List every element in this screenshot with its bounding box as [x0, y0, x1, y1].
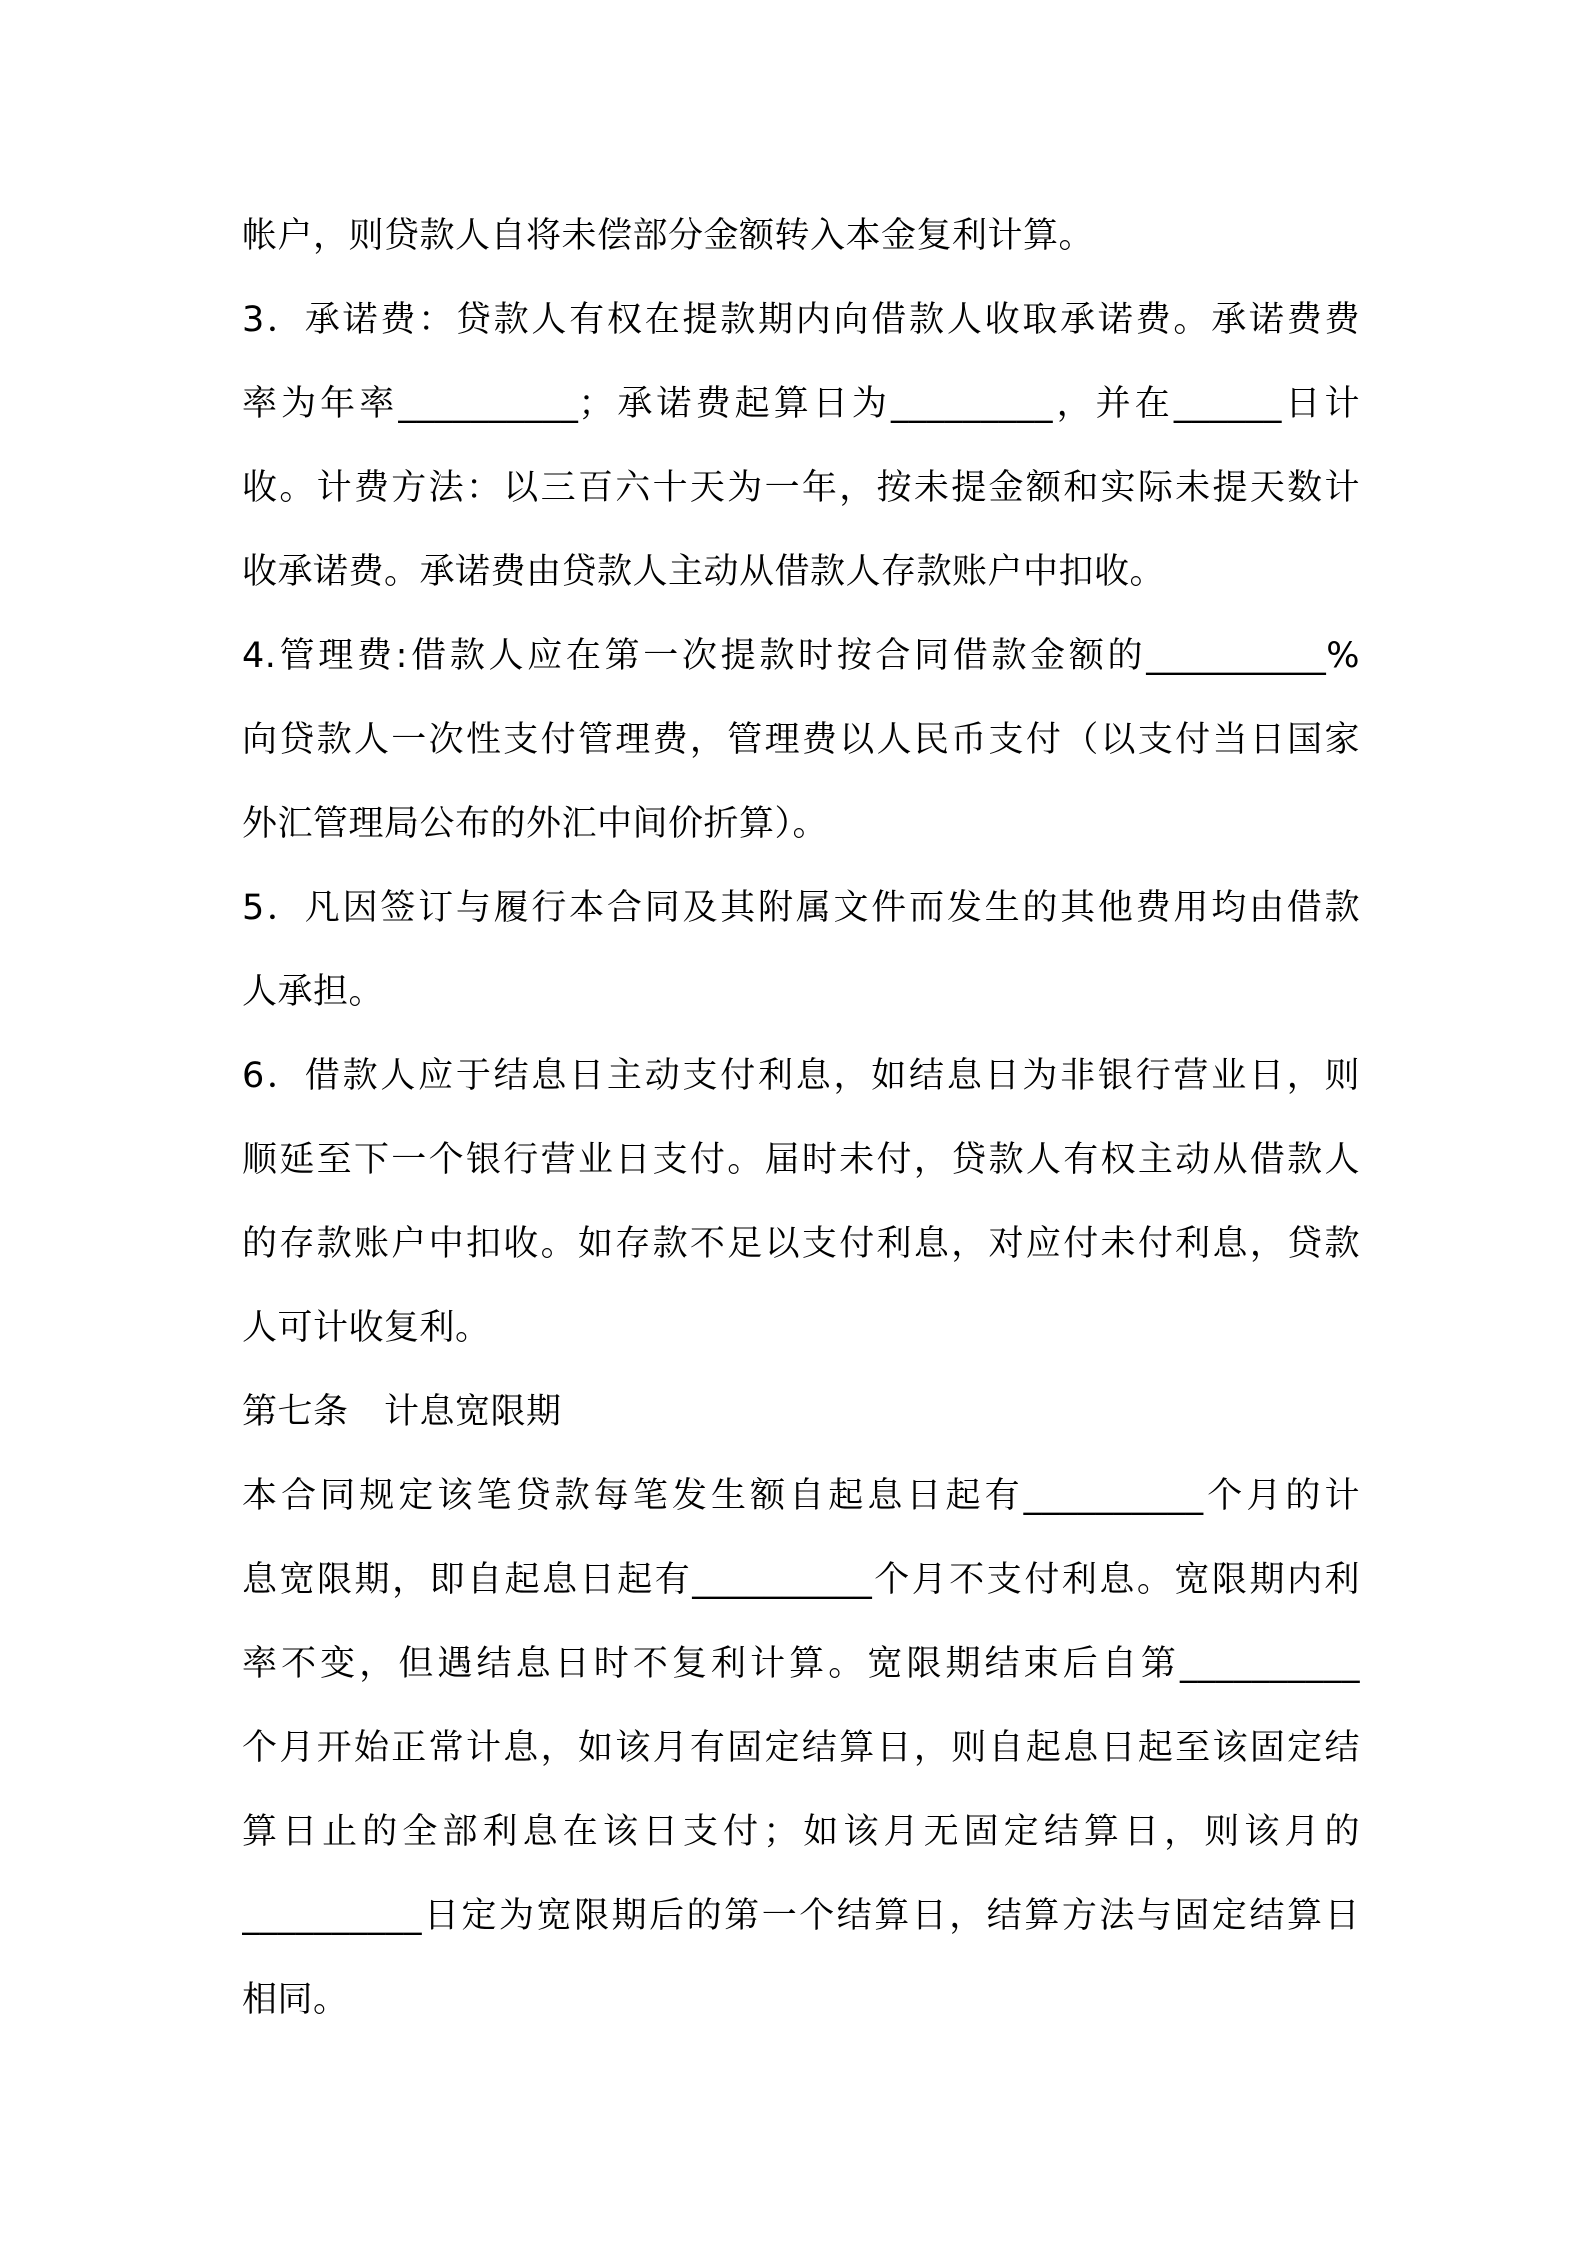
section-heading: 第七条 计息宽限期: [242, 1392, 562, 1432]
text-line: 帐户，则贷款人自将未偿部分金额转入本金复利计算。: [242, 216, 1095, 256]
text-line: 人可计收复利。: [242, 1308, 491, 1348]
text-line: 的存款账户中扣收。如存款不足以支付利息，对应付未付利息，贷款: [242, 1224, 1360, 1264]
text-line: 外汇管理局公布的外汇中间价折算）。: [242, 804, 829, 844]
text-line: 息宽限期，即自起息日起有__________个月不支付利息。宽限期内利: [242, 1560, 1360, 1600]
text-line: 3．承诺费：贷款人有权在提款期内向借款人收取承诺费。承诺费费: [242, 300, 1360, 340]
text-line: 率为年率__________；承诺费起算日为_________，并在______日计: [242, 384, 1360, 424]
text-line: 6．借款人应于结息日主动支付利息，如结息日为非银行营业日，则: [242, 1056, 1360, 1096]
text-line: __________日定为宽限期后的第一个结算日，结算方法与固定结算日: [242, 1896, 1360, 1936]
text-line: 个月开始正常计息，如该月有固定结算日，则自起息日起至该固定结: [242, 1728, 1360, 1768]
text-line: 5．凡因签订与履行本合同及其附属文件而发生的其他费用均由借款: [242, 888, 1360, 928]
text-line: 本合同规定该笔贷款每笔发生额自起息日起有__________个月的计: [242, 1476, 1360, 1516]
text-line: 收。计费方法：以三百六十天为一年，按未提金额和实际未提天数计: [242, 468, 1360, 508]
text-line: 率不变，但遇结息日时不复利计算。宽限期结束后自第__________: [242, 1644, 1360, 1684]
text-line: 4.管理费:借款人应在第一次提款时按合同借款金额的__________%: [242, 636, 1360, 676]
text-line: 算日止的全部利息在该日支付；如该月无固定结算日，则该月的: [242, 1812, 1360, 1852]
text-line: 人承担。: [242, 972, 385, 1012]
text-line: 顺延至下一个银行营业日支付。届时未付，贷款人有权主动从借款人: [242, 1140, 1360, 1180]
text-line: 向贷款人一次性支付管理费，管理费以人民币支付（以支付当日国家: [242, 720, 1360, 760]
text-line: 收承诺费。承诺费由贷款人主动从借款人存款账户中扣收。: [242, 552, 1166, 592]
text-line: 相同。: [242, 1980, 349, 2020]
contract-text: [242, 194, 1360, 2042]
